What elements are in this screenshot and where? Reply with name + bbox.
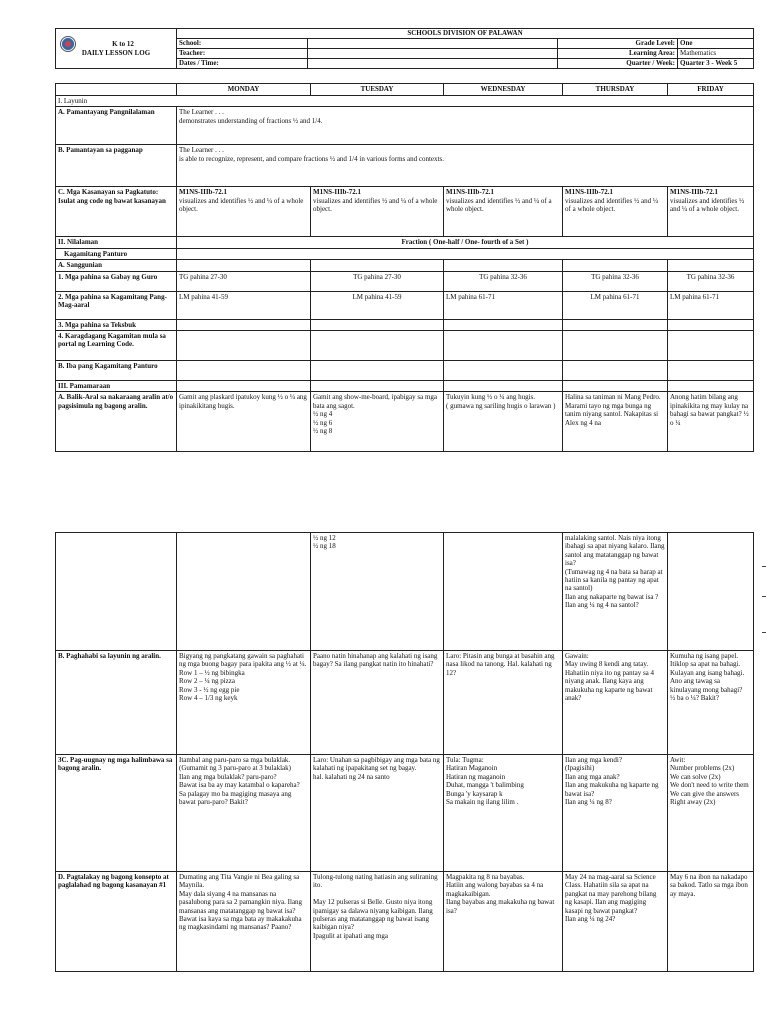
row-label-pamamaraan: III. Pamamaraan: [56, 381, 177, 392]
lm-thursday: LM pahina 61-71: [563, 291, 668, 319]
day-header-wednesday: WEDNESDAY: [444, 84, 563, 96]
iba-pang-tuesday: [311, 361, 444, 381]
pagtalakay-thursday: May 24 na mag-aaral sa Science Class. Hahatiin sila sa apat na pangkat na may parehong bilang ng kasapi. Ilan ang magiging kasapi ng bawat pangkat? Ilan ang ¼ ng 24?: [563, 872, 668, 972]
kasanayan-friday: [668, 187, 754, 237]
teksbuk-monday: [177, 319, 311, 330]
row-label-iba-pang: B. Iba pang Kagamitang Panturo: [56, 361, 177, 381]
row-label-kagamitang: Kagamitang Panturo: [56, 248, 177, 259]
doc-title-dll: DAILY LESSON LOG: [81, 48, 151, 57]
paghahabi-monday: Bigyang ng pangkatang gawain sa paghahati ng mga buong bagay para ipakita ang ½ at ¼. Row 1 – ½ ng bibingka Row 2 – ¼ ng pizza Row 3 - ½ ng egg pie Row 4 – 1/3 ng keyk: [177, 651, 311, 755]
pagtalakay-wednesday: Magpakita ng 8 na bayabas. Hatiin ang walong bayabas sa 4 na magkakaibigan. Ilang bayabas ang makakuha ng bawat isa?: [444, 872, 563, 972]
karagdagang-tuesday: [311, 331, 444, 361]
lm-wednesday: LM pahina 61-71: [444, 291, 563, 319]
kasanayan-thursday: [563, 187, 668, 237]
code-tuesday: M1NS-IIIb-72.1: [313, 188, 362, 197]
kasanayan-text-monday: visualizes and identifies ½ and ¼ of a whole object.: [179, 196, 304, 214]
teksbuk-friday: [668, 319, 754, 330]
pamantayan-sa-pagganap-text: [177, 145, 754, 187]
quarter-week-value: Quarter 3 - Week 5: [678, 59, 754, 69]
day-header-monday: MONDAY: [177, 84, 311, 96]
teacher-label: Teacher:: [177, 49, 308, 59]
teksbuk-thursday: [563, 319, 668, 330]
lesson-log-table-page2: [55, 532, 754, 972]
quarter-week-label: Quarter / Week:: [558, 59, 678, 69]
row-label-pag-uugnay: 3C. Pag-uugnay ng mga halimbawa sa bagong aralin.: [56, 755, 177, 872]
tg-friday: TG pahina 32-36: [668, 271, 754, 291]
division-name: SCHOOLS DIVISION OF PALAWAN: [177, 29, 754, 39]
dates-label: Dates / Time:: [177, 59, 308, 69]
row-label-pamantayang-pangnilalaman: A. Pamantayang Pangnilalaman: [56, 107, 177, 145]
row-label-paghahabi: B. Paghahabi sa layunin ng aralin.: [56, 651, 177, 755]
code-wednesday: M1NS-IIIb-72.1: [446, 188, 495, 197]
cont-label: [56, 533, 177, 651]
balik-aral-tuesday: Gamit ang show-me-board, ipabigay sa mga bata ang sagot. ½ ng 4 ½ ng 6 ½ ng 8: [311, 392, 444, 452]
row-label-teksbuk: 3. Mga pahina sa Teksbuk: [56, 319, 177, 330]
header-table: [55, 28, 754, 69]
tg-monday: TG pahina 27-30: [177, 271, 311, 291]
learning-area-value: Mathematics: [678, 49, 754, 59]
balik-aral-monday: Gamit ang plaskard ipatukoy kung ½ o ¼ ang ipinakikitang hugis.: [177, 392, 311, 452]
day-header-friday: FRIDAY: [668, 84, 754, 96]
pp-text-line1: The Learner . . .: [179, 108, 224, 117]
teksbuk-tuesday: [311, 319, 444, 330]
kasanayan-text-thursday: visualizes and identifies ½ and ¼ of a whole object.: [565, 196, 659, 214]
pagtalakay-monday: Dumating ang Tita Vangie ni Bea galing sa Maynila. May dala siyang 4 na mansanas na pasalubong para sa 2 pamangkin niya. Ilang mansanas ang matatanggap ng bawat isa? Bawat isa kaya sa mga bata ay makakakuha ng magkasindami ng mansanas? Paano?: [177, 872, 311, 972]
lm-friday: LM pahina 61-71: [668, 291, 754, 319]
pg-text-line1: The Learner . . .: [179, 146, 224, 155]
nilalaman-text: Fraction ( One-half / One- fourth of a Set ): [177, 237, 754, 248]
grade-level-value: One: [678, 39, 754, 49]
sanggunian-wednesday: [444, 260, 563, 271]
balik-aral-friday: Anong hatim bilang ang ipinakikita ng may kulay na bahagi sa bawat pangkat? ½ o ¼: [668, 392, 754, 452]
row-label-pamantayan-sa-pagganap: B. Pamantayan sa pagganap: [56, 145, 177, 187]
kasanayan-monday: [177, 187, 311, 237]
pamamaraan-tuesday: [311, 381, 444, 392]
school-value[interactable]: [308, 39, 558, 49]
pamamaraan-friday: [668, 381, 754, 392]
karagdagang-monday: [177, 331, 311, 361]
row-label-lm: 2. Mga pahina sa Kagamitang Pang-Mag-aaral: [56, 291, 177, 319]
sanggunian-friday: [668, 260, 754, 271]
margin-mark: [762, 596, 766, 597]
pagtalakay-tuesday: Tulong-tulong nating hatiasin ang suliraning ito. May 12 pulseras si Belle. Gusto niya itong ipamigay sa dalawa niyang kaibigan. Ilang pulseras ang matatanggap ng bawat isang kaibigan niya? Ipagulit at ipahati ang mga: [311, 872, 444, 972]
code-thursday: M1NS-IIIb-72.1: [565, 188, 614, 197]
code-friday: M1NS-IIIb-72.1: [670, 188, 719, 197]
row-label-pagtalakay: D. Pagtalakay ng bagong konsepto at paglalahad ng bagong kasanayan #1: [56, 872, 177, 972]
karagdagang-thursday: [563, 331, 668, 361]
iba-pang-friday: [668, 361, 754, 381]
teksbuk-wednesday: [444, 319, 563, 330]
pag-uugnay-wednesday: Tula: Tugma: Hatiran Maganoin Hatiran ng maganoin Duhat, mangga 't balimbing Bunga 'y kaysarap k Sa makain ng ilang lilim .: [444, 755, 563, 872]
margin-mark: [762, 566, 766, 567]
school-label: School:: [177, 39, 308, 49]
pamamaraan-monday: [177, 381, 311, 392]
row-label-nilalaman: II. Nilalaman: [56, 237, 177, 248]
cont-thursday: malalaking santol. Nais niya itong ibahagi sa apat niyang kalaro. Ilang santol ang matatanggap ng bawat isa? (Tumawag ng 4 na bata sa harap at hatiin sa kanila ng pantay ng apat na santol) Ilan ang nakaparte ng bawat isa ? Ilan ang ¼ ng 4 na santol?: [563, 533, 668, 651]
pag-uugnay-friday: Awit: Number problems (2x) We can solve (2x) We don't need to write them We can give the answers Right away (2x): [668, 755, 754, 872]
balik-aral-thursday: Halina sa taniman ni Mang Pedro. Marami tayo ng mga bunga ng tanim niyang santol. Nakapitas si Alex ng 4 na: [563, 392, 668, 452]
grade-level-label: Grade Level:: [558, 39, 678, 49]
day-header-blank: [56, 84, 177, 96]
row-label-sanggunian: A. Sanggunian: [56, 260, 177, 271]
row-label-karagdagang: 4. Karagdagang Kagamitan mula sa portal ng Learning Code.: [56, 331, 177, 361]
karagdagang-friday: [668, 331, 754, 361]
kasanayan-tuesday: [311, 187, 444, 237]
teacher-value[interactable]: [308, 49, 558, 59]
pg-text-line2: is able to recognize, represent, and compare fractions ½ and 1/4 in various forms and contexts.: [179, 154, 444, 163]
pamamaraan-thursday: [563, 381, 668, 392]
cont-friday: [668, 533, 754, 651]
kasanayan-text-wednesday: visualizes and identifies ½ and ¼ of a whole object.: [446, 196, 552, 214]
paghahabi-tuesday: Paano natin hinahanap ang kalahati ng isang bagay? Sa ilang pangkat natin ito hinahati?: [311, 651, 444, 755]
kasanayan-text-tuesday: visualizes and identifies ½ and ¼ of a whole object.: [313, 196, 438, 214]
pamamaraan-wednesday: [444, 381, 563, 392]
day-header-tuesday: TUESDAY: [311, 84, 444, 96]
pp-text-line2: demonstrates understanding of fractions ½ and 1/4.: [179, 116, 323, 125]
pag-uugnay-tuesday: Laro: Unahan sa pagbibigay ang mga bata ng kalahati ng ipapakitang set ng bagay. hal. kalahati ng 24 na santo: [311, 755, 444, 872]
paghahabi-thursday: Gawain: May uwing 8 kendi ang tatay. Hahatiin niya ito ng pantay sa 4 niyang anak. Ilang kaya ang makukuha ng kaparte ng bawat anak?: [563, 651, 668, 755]
pag-uugnay-thursday: Ilan ang mga kendi? (Ipagisihi) Ilan ang mga anak? Ilan ang makukuha ng kaparte ng bawat isa? Ilan ang ¼ ng 8?: [563, 755, 668, 872]
row-label-balik-aral: A. Balik-Aral sa nakaraang aralin at/o pagsisimula ng bagong aralin.: [56, 392, 177, 452]
karagdagang-wednesday: [444, 331, 563, 361]
sanggunian-monday: [177, 260, 311, 271]
code-monday: M1NS-IIIb-72.1: [179, 188, 228, 197]
tg-tuesday: TG pahina 27-30: [311, 271, 444, 291]
row-label-gabay: 1. Mga pahina sa Gabay ng Guro: [56, 271, 177, 291]
iba-pang-wednesday: [444, 361, 563, 381]
sanggunian-tuesday: [311, 260, 444, 271]
iba-pang-monday: [177, 361, 311, 381]
section-layunin: I. Layunin: [56, 96, 754, 107]
kasanayan-text-friday: visualizes and identifies ½ and ¼ of a whole object.: [670, 196, 745, 214]
cont-tuesday: ½ ng 12 ½ ng 18: [311, 533, 444, 651]
learning-area-label: Learning Area:: [558, 49, 678, 59]
kagamitang-blank: [177, 248, 754, 259]
lm-monday: LM pahina 41-59: [177, 291, 311, 319]
cont-monday: [177, 533, 311, 651]
margin-mark: [762, 632, 766, 633]
row-label-kasanayan: C. Mga Kasanayan sa Pagkatuto: Isulat ang code ng bawat kasanayan: [56, 187, 177, 237]
tg-wednesday: TG pahina 32-36: [444, 271, 563, 291]
day-header-thursday: THURSDAY: [563, 84, 668, 96]
pagtalakay-friday: May 6 na ibon na nakadapo sa bakod. Tatlo sa mga ibon ay maya.: [668, 872, 754, 972]
kasanayan-wednesday: [444, 187, 563, 237]
dates-value[interactable]: [308, 59, 558, 69]
pamantayang-pangnilalaman-text: [177, 107, 754, 145]
tg-thursday: TG pahina 32-36: [563, 271, 668, 291]
iba-pang-thursday: [563, 361, 668, 381]
cont-wednesday: [444, 533, 563, 651]
lesson-log-table-page1: [55, 83, 754, 452]
paghahabi-friday: Kumuha ng isang papel. Itiklop sa apat na bahagi. Kulayan ang isang bahagi. Ano ang tawag sa kinulayang mong bahagi? ½ ba o ¼? Bakit?: [668, 651, 754, 755]
paghahabi-wednesday: Laro: Pitasin ang bunga at basahin ang nasa likod na tanong. Hal. kalahati ng 12?: [444, 651, 563, 755]
lm-tuesday: LM pahina 41-59: [311, 291, 444, 319]
pag-uugnay-monday: Itambal ang paru-paro sa mga bulaklak. (Gumamit ng 3 paru-paro at 3 bulaklak) Ilan ang mga bulaklak? paru-paro? Bawat isa ba ay may katambal o kapareha? Sa palagay mo ba magiging masaya ang bawat paru-paro? Bakit?: [177, 755, 311, 872]
balik-aral-wednesday: Tukuyin kung ½ o ¼ ang hugis. ( gumawa ng sariling hugis o larawan ): [444, 392, 563, 452]
doc-title-kto12: K to 12: [112, 39, 134, 48]
doc-title-cell: [56, 29, 177, 69]
sanggunian-thursday: [563, 260, 668, 271]
